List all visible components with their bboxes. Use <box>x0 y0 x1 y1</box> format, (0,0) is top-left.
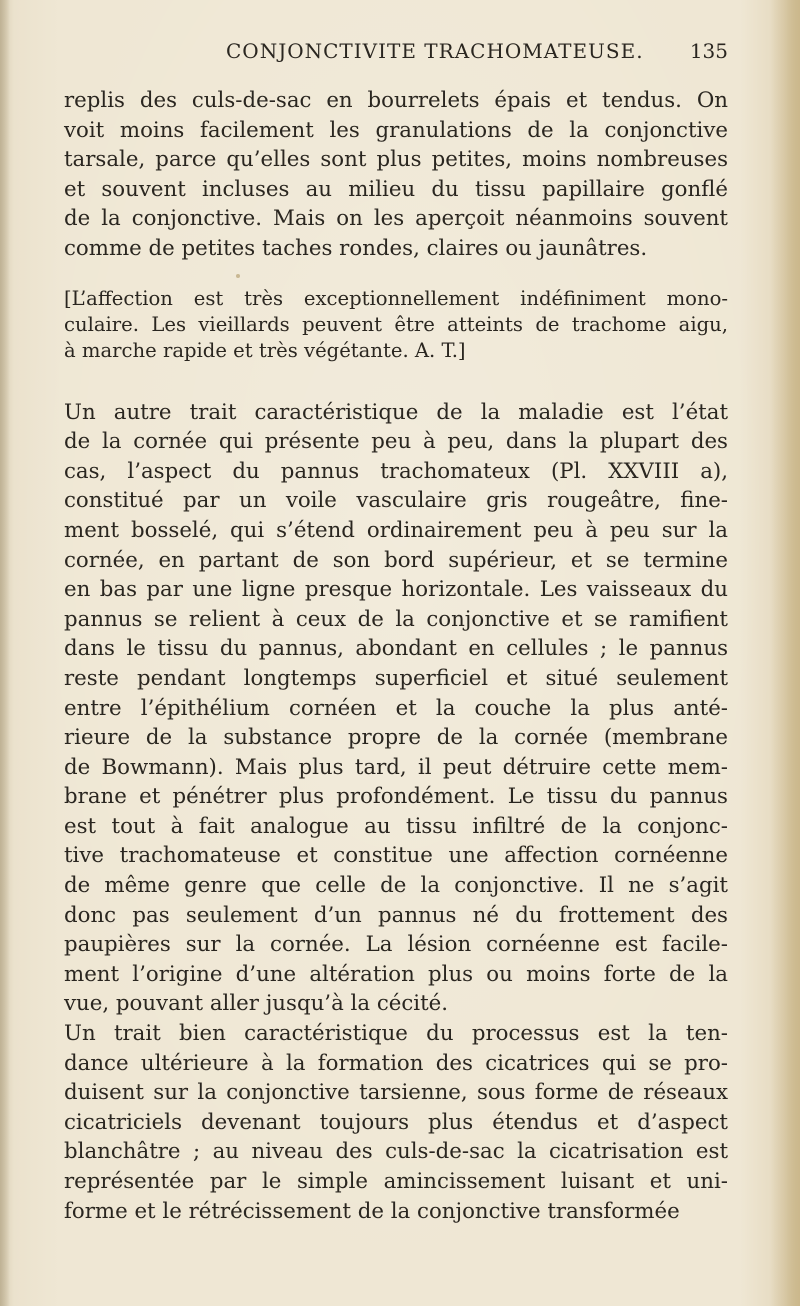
text-line: blanchâtre ; au niveau des culs-de-sac la cicatrisation est <box>64 1139 728 1165</box>
text-line: de Bowmann). Mais plus tard, il peut détruire cette mem- <box>64 754 728 780</box>
note-line: [L’affection est très exceptionnellement indéfiniment mono- <box>64 286 728 310</box>
text-line: de même genre que celle de la conjonctive. Il ne s’agit <box>64 873 728 899</box>
running-title: CONJONCTIVITE TRACHOMATEUSE. <box>226 39 644 63</box>
text-line: paupières sur la cornée. La lésion cornéenne est facile- <box>64 932 728 958</box>
page-header <box>64 36 728 70</box>
text-line: vue, pouvant aller jusqu’à la cécité. <box>64 991 449 1017</box>
text-line: de la conjonctive. Mais on les aperçoit néanmoins souvent <box>64 206 728 232</box>
text-line: cicatriciels devenant toujours plus étendus et d’aspect <box>64 1109 728 1135</box>
page-edge-shadow <box>770 0 800 1306</box>
text-line: Un autre trait caractéristique de la maladie est l’état <box>64 399 728 425</box>
text-line: dance ultérieure à la formation des cicatrices qui se pro- <box>64 1050 728 1076</box>
text-line: cas, l’aspect du pannus trachomateux (Pl. XXVIII a), <box>64 458 728 484</box>
text-line: forme et le rétrécissement de la conjonctive transformée <box>64 1198 680 1224</box>
page-number: 135 <box>689 39 728 63</box>
text-line: pannus se relient à ceux de la conjonctive et se ramifient <box>64 606 728 632</box>
text-line: donc pas seulement d’un pannus né du frottement des <box>64 902 728 928</box>
text-line: constitué par un voile vasculaire gris rougeâtre, fine- <box>64 488 728 514</box>
note-line: culaire. Les vieillards peuvent être atteints de trachome aigu, <box>64 312 728 336</box>
text-line: rieure de la substance propre de la cornée (membrane <box>64 725 728 751</box>
text-line: et souvent incluses au milieu du tissu papillaire gonflé <box>64 176 728 202</box>
text-line: entre l’épithélium cornéen et la couche la plus anté- <box>64 695 728 721</box>
text-line: Un trait bien caractéristique du processus est la ten- <box>64 1021 728 1047</box>
text-line: dans le tissu du pannus, abondant en cellules ; le pannus <box>64 636 728 662</box>
text-line: en bas par une ligne presque horizontale. Les vaisseaux du <box>64 577 728 603</box>
text-line: représentée par le simple amincissement luisant et uni- <box>64 1169 728 1194</box>
paragraph-gap <box>64 364 728 398</box>
text-line: est tout à fait analogue au tissu infiltré de la conjonc- <box>64 813 728 839</box>
paragraph-1 <box>64 86 728 264</box>
text-line: de la cornée qui présente peu à peu, dans la plupart des <box>64 429 728 455</box>
text-line: cornée, en partant de son bord supérieur, et se termine <box>64 547 728 573</box>
text-line: voit moins facilement les granulations de la conjonctive <box>64 117 728 143</box>
text-line: ment l’origine d’une altération plus ou moins forte de la <box>64 961 728 987</box>
body-text <box>64 86 728 1226</box>
text-line: replis des culs-de-sac en bourrelets épais et tendus. On <box>64 88 728 113</box>
paragraph-2 <box>64 398 728 1019</box>
text-line: tarsale, parce qu’elles sont plus petites, moins nombreuses <box>64 147 728 173</box>
text-line: brane et pénétrer plus profondément. Le tissu du pannus <box>64 784 728 810</box>
paragraph-3 <box>64 1019 728 1226</box>
text-line: comme de petites taches rondes, claires ou jaunâtres. <box>64 235 648 261</box>
text-line: tive trachomateuse et constitue une affection cornéenne <box>64 843 728 869</box>
text-line: duisent sur la conjonctive tarsienne, sous forme de réseaux <box>64 1080 728 1106</box>
note-line: à marche rapide et très végétante. A. T.] <box>64 338 466 362</box>
translator-note <box>64 286 728 364</box>
page-gutter-shadow <box>0 0 10 1306</box>
text-line: reste pendant longtemps superficiel et situé seulement <box>64 665 728 691</box>
text-line: ment bosselé, qui s’étend ordinairement peu à peu sur la <box>64 517 728 543</box>
